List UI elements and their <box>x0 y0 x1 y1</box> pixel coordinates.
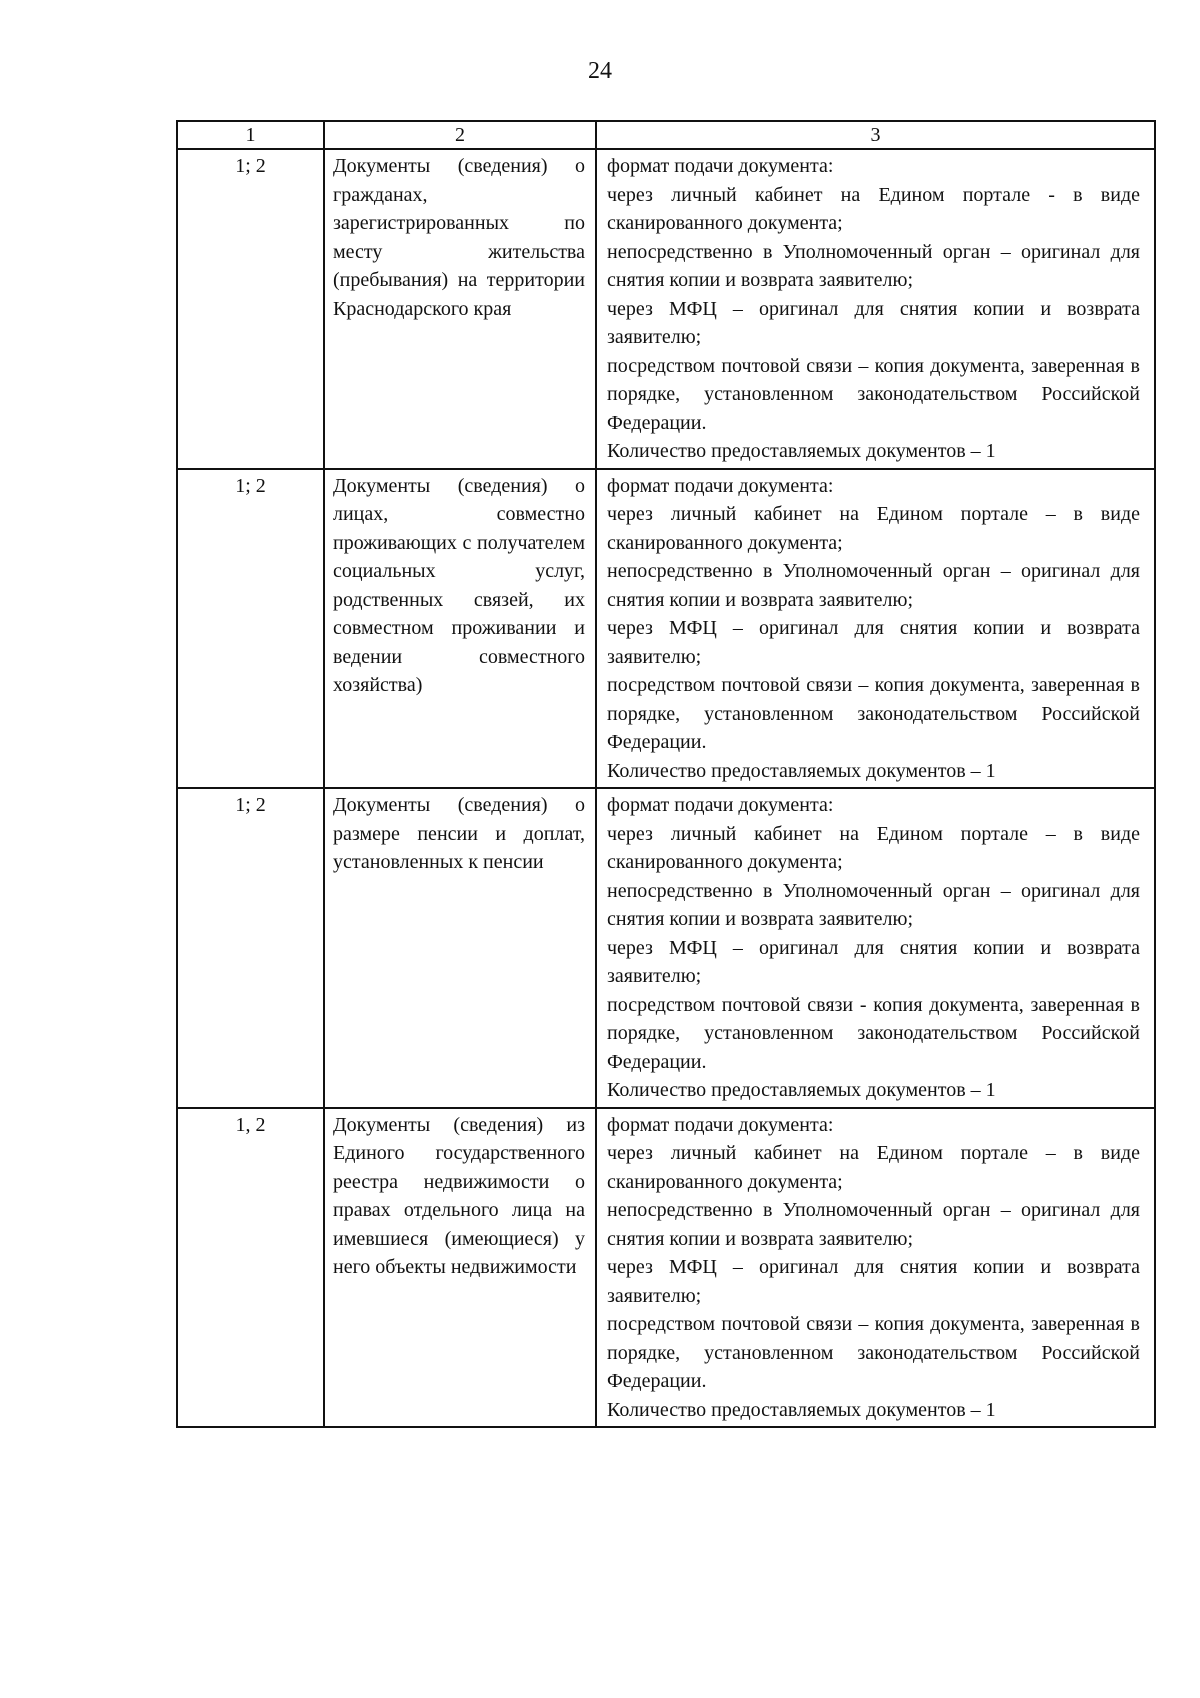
documents-count: Количество предоставляемых документов – 1 <box>607 1398 996 1421</box>
documents-table <box>176 120 1156 1428</box>
row-number: 1, 2 <box>177 1108 324 1428</box>
row-number: 1; 2 <box>177 469 324 789</box>
documents-count: Количество предоставляемых документов – 1 <box>607 759 996 782</box>
format-post: посредством почтовой связи – копия документа, заверенная в порядке, установленном законодательством Российской Федерации. <box>607 674 1140 753</box>
format-authority: непосредственно в Уполномоченный орган – оригинал для снятия копии и возврата заявителю; <box>607 879 1140 930</box>
table-row <box>177 788 1155 1108</box>
format-mfc: через МФЦ – оригинал для снятия копии и возврата заявителю; <box>607 936 1140 987</box>
documents-count: Количество предоставляемых документов – 1 <box>607 1079 996 1101</box>
format-post: посредством почтовой связи – копия документа, заверенная в порядке, установленном законодательством Российской Федерации. <box>607 354 1140 434</box>
format-post: посредством почтовой связи – копия документа, заверенная в порядке, установленном законодательством Российской Федерации. <box>607 1313 1140 1392</box>
table-row <box>177 469 1155 789</box>
page-number: 24 <box>588 58 612 84</box>
header-cell-1: 1 <box>177 121 324 149</box>
format-portal: через личный кабинет на Едином портале – в виде сканированного документа; <box>607 503 1140 554</box>
submission-format <box>596 788 1155 1108</box>
format-mfc: через МФЦ – оригинал для снятия копии и возврата заявителю; <box>607 617 1140 668</box>
documents-count: Количество предоставляемых документов – 1 <box>607 440 996 462</box>
document-description: Документы (сведения) о лицах, совместно проживающих с получателем социальных услуг, родственных связей, их совместном проживании и ведении совместного хозяйства) <box>324 469 596 789</box>
format-mfc: через МФЦ – оригинал для снятия копии и возврата заявителю; <box>607 1256 1140 1307</box>
format-authority: непосредственно в Уполномоченный орган – оригинал для снятия копии и возврата заявителю; <box>607 560 1140 611</box>
header-cell-2: 2 <box>324 121 596 149</box>
table-header-row <box>177 121 1155 149</box>
submission-format <box>596 149 1155 469</box>
format-authority: непосредственно в Уполномоченный орган – оригинал для снятия копии и возврата заявителю; <box>607 1199 1140 1250</box>
format-heading: формат подачи документа: <box>607 1113 834 1136</box>
format-mfc: через МФЦ – оригинал для снятия копии и возврата заявителю; <box>607 297 1140 348</box>
format-heading: формат подачи документа: <box>607 794 834 816</box>
header-cell-3: 3 <box>596 121 1155 149</box>
format-post: посредством почтовой связи - копия документа, заверенная в порядке, установленном законодательством Российской Федерации. <box>607 993 1140 1073</box>
row-number: 1; 2 <box>177 788 324 1108</box>
row-number: 1; 2 <box>177 149 324 469</box>
format-heading: формат подачи документа: <box>607 155 834 177</box>
format-portal: через личный кабинет на Едином портале – в виде сканированного документа; <box>607 1142 1140 1193</box>
document-description: Документы (сведения) о размере пенсии и доплат, установленных к пенсии <box>324 788 596 1108</box>
document-description: Документы (сведения) из Единого государственного реестра недвижимости о правах отдельного лица на имевшиеся (имеющиеся) у него объекты недвижимости <box>324 1108 596 1428</box>
document-description: Документы (сведения) о гражданах, зарегистрированных по месту жительства (пребывания) на территории Краснодарского края <box>324 149 596 469</box>
format-portal: через личный кабинет на Едином портале – в виде сканированного документа; <box>607 822 1140 873</box>
table-row <box>177 1108 1155 1428</box>
format-heading: формат подачи документа: <box>607 474 834 497</box>
submission-format <box>596 469 1155 789</box>
format-authority: непосредственно в Уполномоченный орган – оригинал для снятия копии и возврата заявителю; <box>607 240 1140 291</box>
table-row <box>177 149 1155 469</box>
submission-format <box>596 1108 1155 1428</box>
format-portal: через личный кабинет на Едином портале - в виде сканированного документа; <box>607 183 1140 234</box>
